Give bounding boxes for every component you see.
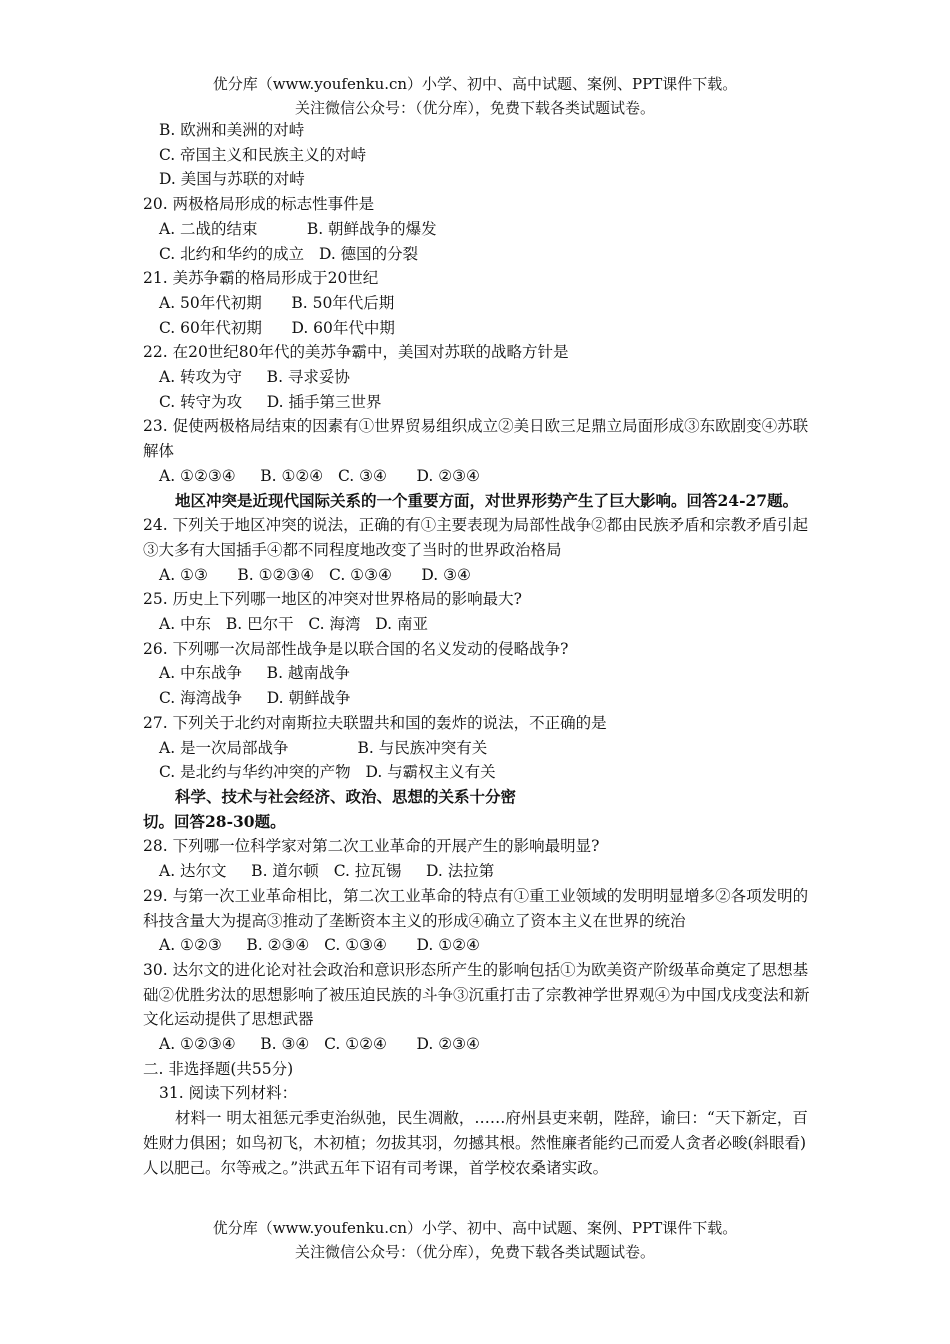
option-line: A. ①②③④ B. ③④ C. ①②④ D. ②③④	[159, 1035, 480, 1054]
option-line: A. 是一次局部战争 B. 与民族冲突有关	[159, 738, 488, 757]
section-heading-non-choice: 二. 非选择题(共55分)	[143, 1059, 294, 1078]
option-line: C. 是北约与华约冲突的产物 D. 与霸权主义有关	[159, 763, 496, 782]
question-26: 26. 下列哪一次局部性战争是以联合国的名义发动的侵略战争?	[143, 639, 569, 658]
question-22: 22. 在20世纪80年代的美苏争霸中，美国对苏联的战略方针是	[143, 343, 569, 362]
option-line: A. 50年代初期 B. 50年代后期	[159, 293, 395, 312]
section-intro-24-27: 地区冲突是近现代国际关系的一个重要方面，对世界形势产生了巨大影响。回答24-27题。	[175, 490, 799, 510]
header-line-2: 关注微信公众号：（优分库），免费下载各类试题试卷。	[294, 99, 655, 117]
question-23: 23. 促使两极格局结束的因素有①世界贸易组织成立②美日欧三足鼎立局面形成③东欧剧变④苏联解体	[143, 417, 809, 461]
option-line: A. 中东战争 B. 越南战争	[159, 664, 350, 683]
option-line: C. 海湾战争 D. 朝鲜战争	[159, 689, 351, 708]
question-28: 28. 下列哪一位科学家对第二次工业革命的开展产生的影响最明显?	[143, 837, 600, 856]
question-24: 24. 下列关于地区冲突的说法，正确的有①主要表现为局部性战争②都由民族矛盾和宗教矛盾引起③大多有大国插手④都不同程度地改变了当时的世界政治格局	[143, 516, 809, 559]
question-20: 20. 两极格局形成的标志性事件是	[143, 195, 375, 214]
question-30: 30. 达尔文的进化论对社会政治和意识形态所产生的影响包括①为欧美资产阶级革命奠定了思想基础②优胜劣汰的思想影响了被压迫民族的斗争③沉重打击了宗教神学世界观④为中国戊戌变法和新文化运动提供了思想武器	[143, 960, 810, 1029]
material-1: 材料一 明太祖惩元季吏治纵弛，民生凋敝，……府州县吏来朝，陛辞，谕曰：“天下新定，百姓财力俱困；如鸟初飞，木初植；勿拔其羽，勿撼其根。然惟廉者能约己而爱人贪者必畯(斜眼看)人以肥己。尔等戒之。”洪武五年下诏有司考课，首学校农桑诸实政。	[143, 1109, 808, 1177]
question-25: 25. 历史上下列哪一地区的冲突对世界格局的影响最大?	[143, 590, 522, 609]
question-21: 21. 美苏争霸的格局形成于20世纪	[143, 269, 379, 288]
option-line: C. 60年代初期 D. 60年代中期	[159, 318, 395, 337]
option-line: C. 帝国主义和民族主义的对峙	[159, 145, 367, 164]
question-31: 31. 阅读下列材料：	[159, 1084, 298, 1103]
option-line: A. 转攻为守 B. 寻求妥协	[159, 368, 350, 387]
option-line: A. ①②③ B. ②③④ C. ①③④ D. ①②④	[159, 936, 480, 955]
section-intro-28-30-cont: 切。回答28-30题。	[143, 811, 286, 831]
page-header	[0, 72, 950, 120]
option-line: A. 达尔文 B. 道尔顿 C. 拉瓦锡 D. 法拉第	[159, 862, 495, 881]
footer-line-1: 优分库（www.youfenku.cn）小学、初中、高中试题、案例、PPT课件下载。	[212, 1219, 738, 1237]
option-line: A. 二战的结束 B. 朝鲜战争的爆发	[159, 219, 437, 238]
question-27: 27. 下列关于北约对南斯拉夫联盟共和国的轰炸的说法，不正确的是	[143, 713, 607, 732]
option-line: A. 中东 B. 巴尔干 C. 海湾 D. 南亚	[159, 615, 429, 634]
option-line: B. 欧洲和美洲的对峙	[159, 121, 305, 139]
document-body	[143, 118, 813, 1180]
option-line: C. 转守为攻 D. 插手第三世界	[159, 392, 382, 411]
option-line: C. 北约和华约的成立 D. 德国的分裂	[159, 244, 419, 263]
header-line-1: 优分库（www.youfenku.cn）小学、初中、高中试题、案例、PPT课件下载。	[212, 75, 738, 93]
question-29: 29. 与第一次工业革命相比，第二次工业革命的特点有①重工业领域的发明明显增多②各项发明的科技含量大为提高③推动了垄断资本主义的形成④确立了资本主义在世界的统治	[143, 886, 809, 930]
section-intro-28-30: 科学、技术与社会经济、政治、思想的关系十分密	[175, 786, 517, 806]
footer-line-2: 关注微信公众号：（优分库），免费下载各类试题试卷。	[294, 1243, 655, 1261]
option-line: D. 美国与苏联的对峙	[159, 170, 305, 189]
page-footer	[0, 1216, 950, 1264]
option-line: A. ①②③④ B. ①②④ C. ③④ D. ②③④	[159, 466, 480, 485]
option-line: A. ①③ B. ①②③④ C. ①③④ D. ③④	[159, 565, 471, 584]
